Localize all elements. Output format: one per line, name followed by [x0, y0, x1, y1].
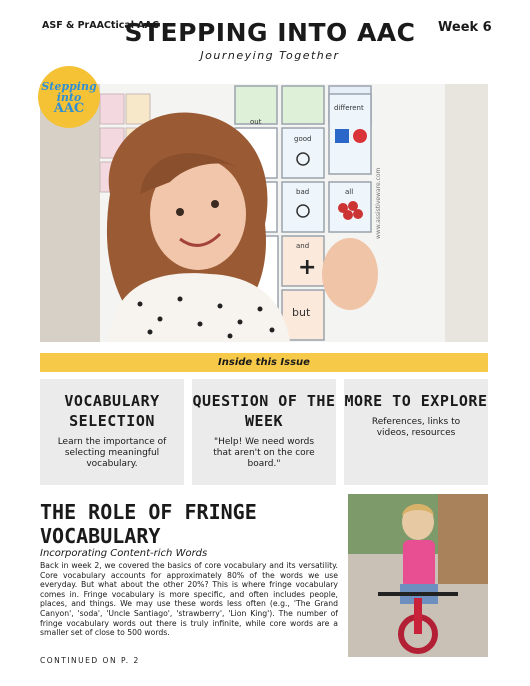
inside-this-issue-bar: Inside this Issue	[40, 353, 488, 372]
issue-box-more-to-explore	[344, 379, 488, 485]
newsletter-title: STEPPING INTO AAC	[124, 18, 416, 47]
issue-box-question-of-the-week	[192, 379, 336, 485]
child-on-tricycle-photo	[348, 494, 488, 657]
child-at-core-board-illustration	[40, 84, 488, 342]
stepping-into-aac-logo	[38, 66, 100, 128]
board-word-but: but	[292, 306, 311, 319]
logo-line-2: into	[56, 90, 82, 104]
board-word-all: all	[345, 188, 354, 196]
week-label: Week 6	[438, 20, 492, 35]
hero-photo	[40, 84, 488, 342]
logo-line-3: AAC	[53, 100, 85, 116]
child-on-tricycle-illustration	[348, 494, 488, 657]
newsletter-subtitle: Journeying Together	[200, 49, 340, 62]
issue-box-vocabulary-selection	[40, 379, 184, 485]
board-word-good: good	[294, 135, 312, 143]
issue-box-title: MORE TO EXPLORE	[344, 392, 488, 410]
article-body: Back in week 2, we covered the basics of core vocabulary and its versatility. Core vocabulary accounts for approximately 80% of the words we use everyday. But what about the other 20%? This is where fringe vocabulary comes in. Fringe vocabulary is more specific, and often includes people, places, and things. We may use these words less often (e.g., 'The Grand Canyon', 'soda', 'Uncle Santiago', 'strawberry', 'Lion King'). The number of fringe vocabulary words out there is truly infinite, while core words are a smaller set of close to 500 words.	[40, 561, 338, 638]
issue-box-title: VOCABULARY SELECTION	[64, 392, 160, 430]
board-word-out: out	[250, 118, 262, 126]
board-watermark: www.assistiveware.com	[375, 167, 382, 239]
issue-box-text: References, links to videos, resources	[371, 417, 461, 438]
issue-box-text: "Help! We need words that aren't on the core board."	[213, 437, 315, 469]
board-word-and: and	[296, 242, 310, 250]
svg-text:+: +	[298, 255, 317, 280]
issue-box-text: Learn the importance of selecting meaningful vocabulary.	[57, 437, 167, 469]
continued-link: CONTINUED ON P. 2	[40, 656, 140, 665]
board-word-different: different	[334, 104, 364, 112]
article-title: THE ROLE OF FRINGE VOCABULARY	[40, 500, 257, 548]
org-name: ASF & PrAACtical AAC	[42, 20, 159, 31]
article-subtitle: Incorporating Content-rich Words	[40, 548, 208, 559]
logo-line-1: Stepping	[41, 79, 97, 93]
board-word-bad: bad	[296, 188, 310, 196]
issue-box-title: QUESTION OF THE WEEK	[192, 392, 336, 430]
